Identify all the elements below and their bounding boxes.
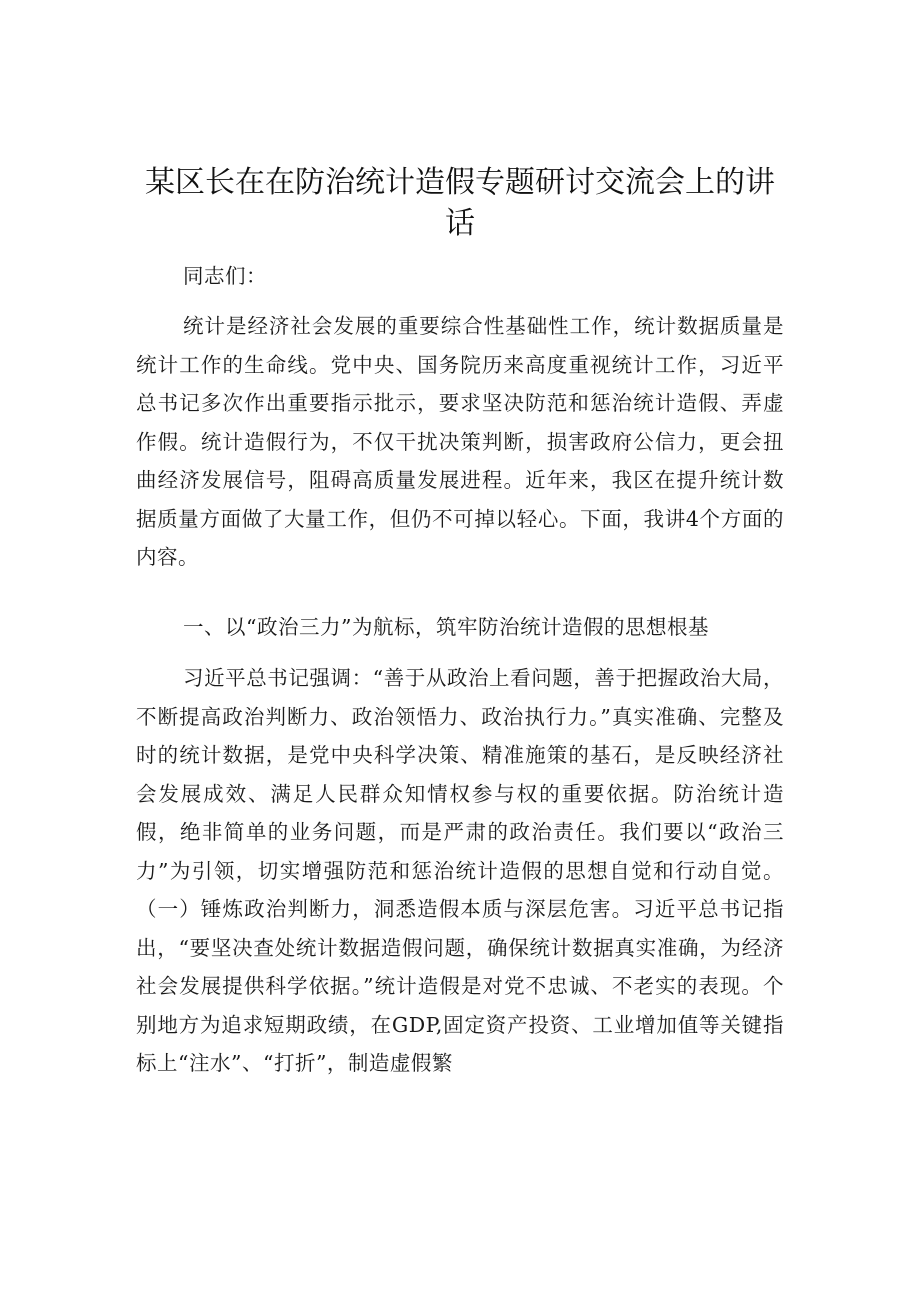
paragraph-intro: 统计是经济社会发展的重要综合性基础性工作，统计数据质量是统计工作的生命线。党中央、国务院历来高度重视统计工作，习近平总书记多次作出重要指示批示，要求坚决防范和惩治统计造假、弄虚作假。统计造假行为，不仅干扰决策判断，损害政府公信力，更会扭曲经济发展信号，阻碍高质量发展进程。近年来，我区在提升统计数据质量方面做了大量工作，但仍不可掉以轻心。下面，我讲4个方面的内容。 — [136, 314, 784, 569]
document-title: 某区长在在防治统计造假专题研讨交流会上的讲话 — [145, 165, 775, 241]
paragraph-section-1: 习近平总书记强调：“善于从政治上看问题，善于把握政治大局，不断提高政治判断力、政治领悟力、政治执行力。”真实准确、完整及时的统计数据，是党中央科学决策、精准施策的基石，是反映经济社会发展成效、满足人民群众知情权参与权的重要依据。防治统计造假，绝非简单的业务问题，而是严肃的政治责任。我们要以“政治三力”为引领，切实增强防范和惩治统计造假的思想自觉和行动自觉。（一）锤炼政治判断力，洞悉造假本质与深层危害。习近平总书记指出，“要坚决查处统计数据造假问题，确保统计数据真实准确，为经济社会发展提供科学依据。”统计造假是对党不忠诚、不老实的表现。个别地方为追求短期政绩，在GDP,固定资产投资、工业增加值等关键指标上“注水”、“打折”，制造虚假繁 — [136, 666, 784, 1075]
section-heading-1: 一、以“政治三力”为航标，筑牢防治统计造假的思想根基 — [183, 615, 709, 639]
salutation: 同志们： — [183, 264, 267, 288]
